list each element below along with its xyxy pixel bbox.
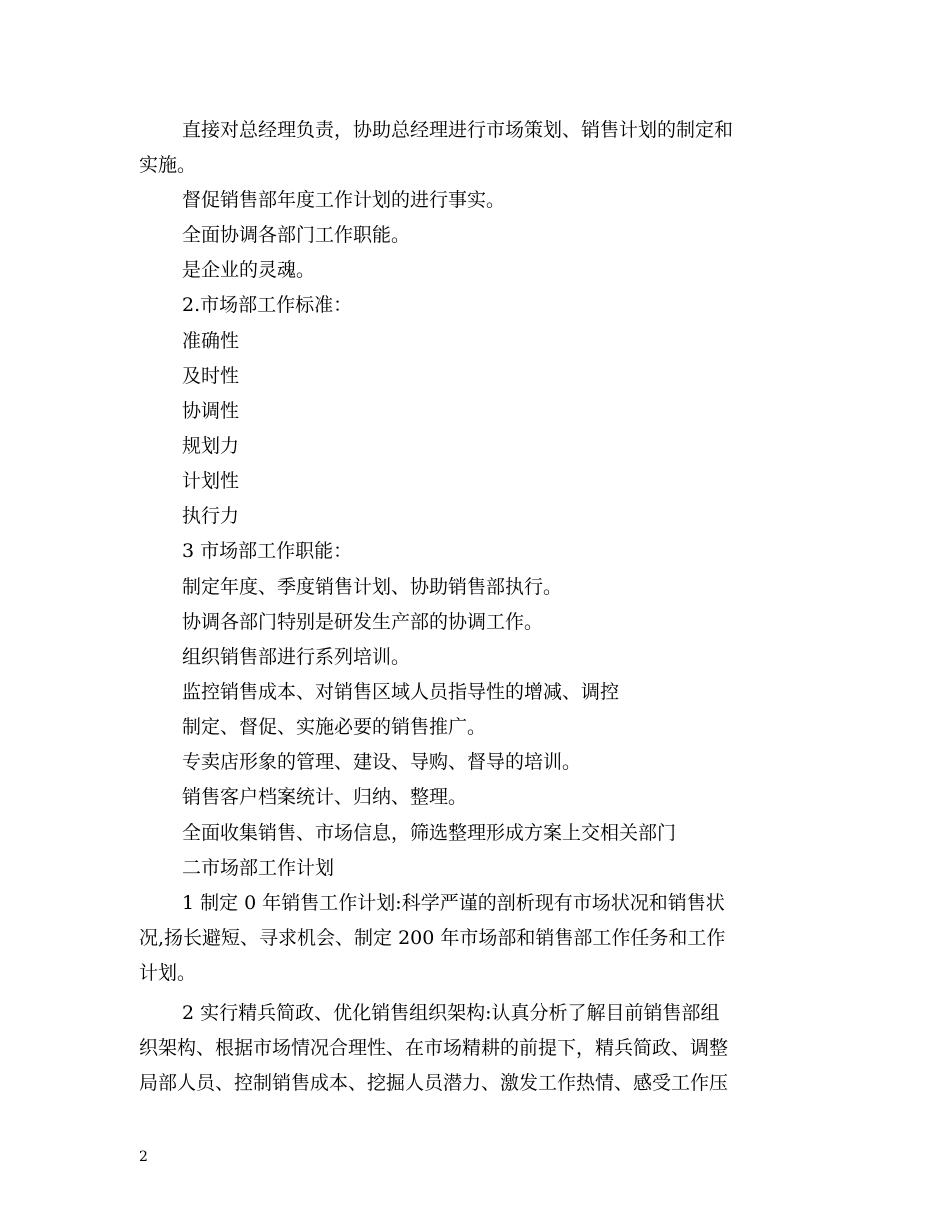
text-line: 局部人员、控制销售成本、挖掘人员潜力、激发工作热情、感受工作压 [139,1072,729,1094]
text-line: 况,扬长避短、寻求机会、制定 200 年市场部和销售部工作任务和工作 [139,927,726,949]
text-line: 直接对总经理负责，协助总经理进行市场策划、销售计划的制定和 [182,119,734,141]
list-item: 协调性 [182,400,240,422]
list-item: 专卖店形象的管理、建设、导购、督导的培训。 [182,751,582,773]
text-line: 织架构、根据市场情况合理性、在市场精耕的前提下，精兵简政、调整 [139,1037,729,1059]
section-heading: 3 市场部工作职能： [182,540,353,562]
text-line: 督促销售部年度工作计划的进行事实。 [182,189,506,211]
list-item: 制定年度、季度销售计划、协助销售部执行。 [182,576,563,598]
list-item: 规划力 [182,435,240,457]
section-heading: 2.市场部工作标准： [182,294,353,316]
list-item: 准确性 [182,330,240,352]
list-item: 协调各部门特别是研发生产部的协调工作。 [182,611,544,633]
text-line: 是企业的灵魂。 [182,259,316,281]
list-item: 组织销售部进行系列培训。 [182,646,411,668]
text-line: 计划。 [139,962,197,984]
list-item: 及时性 [182,365,240,387]
text-line: 1 制定 0 年销售工作计划:科学严谨的剖析现有市场状况和销售状 [182,892,725,914]
list-item: 销售客户档案统计、归纳、整理。 [182,786,468,808]
section-heading: 二市场部工作计划 [182,857,335,879]
page-number: 2 [139,1149,148,1165]
list-item: 执行力 [182,505,240,527]
text-line: 2 实行精兵简政、优化销售组织架构:认真分析了解目前销售部组 [182,1002,720,1024]
list-item: 计划性 [182,470,240,492]
text-line: 全面协调各部门工作职能。 [182,224,411,246]
text-line: 实施。 [139,154,197,176]
list-item: 全面收集销售、市场信息，筛选整理形成方案上交相关部门 [182,822,677,844]
list-item: 制定、督促、实施必要的销售推广。 [182,716,487,738]
list-item: 监控销售成本、对销售区域人员指导性的增减、调控 [182,681,620,703]
